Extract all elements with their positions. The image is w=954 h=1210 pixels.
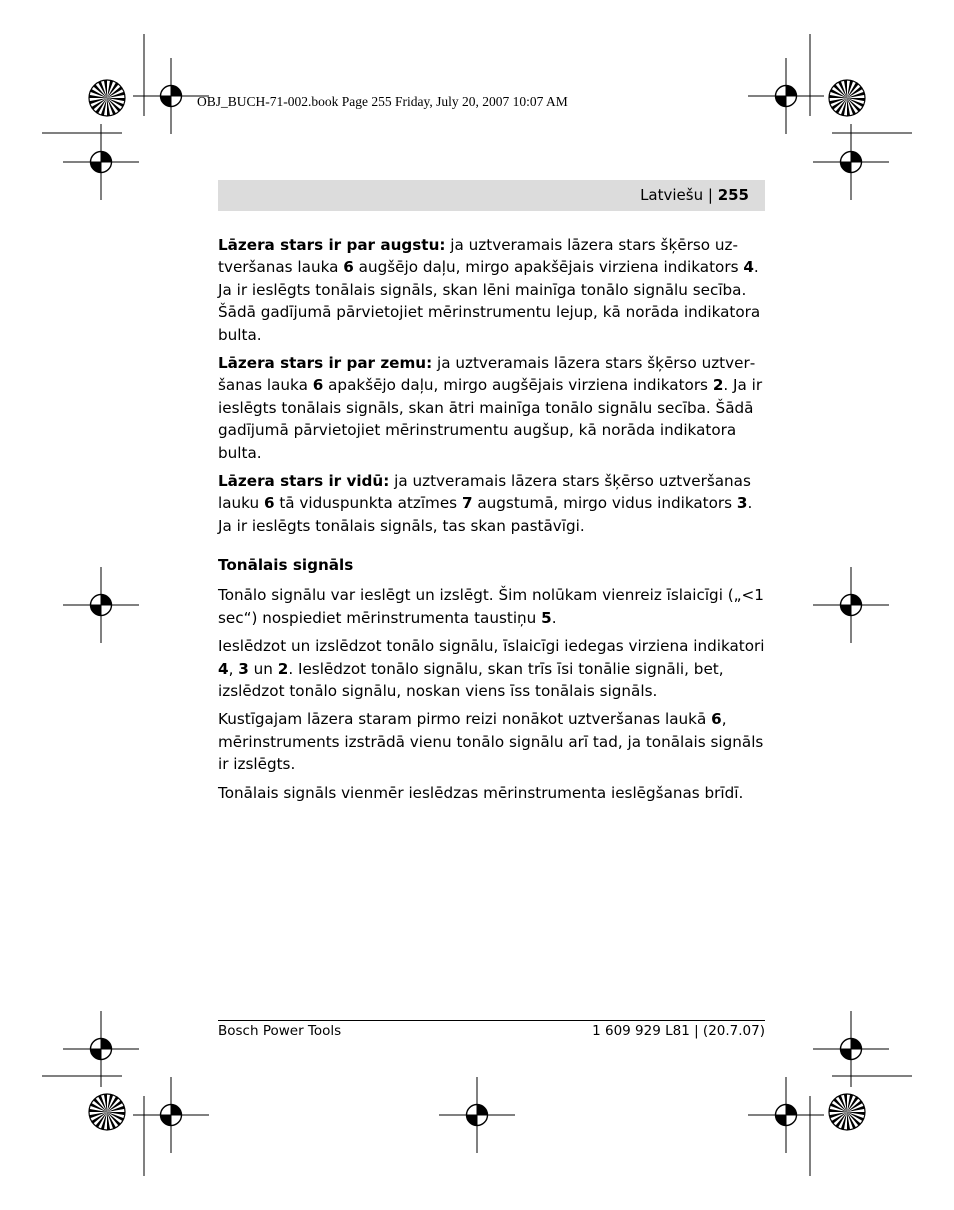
starburst-mark <box>829 1094 865 1130</box>
reference-number: 7 <box>461 494 473 513</box>
paragraph-text: Tonālo signālu var ieslēgt un izslēgt. Šim nolūkam vienreiz īslaicīgi („<1 sec“) nospiediet mērinstrumenta taustiņu <box>218 586 764 627</box>
paragraph-text: . <box>551 608 557 627</box>
reference-number: 2 <box>277 659 289 678</box>
reference-number: 5 <box>541 608 552 627</box>
crosshair-mark <box>813 567 889 643</box>
reference-number: 4 <box>218 659 229 678</box>
paragraph-text: augstumā, mirgo vidus indikators <box>472 494 737 513</box>
reference-number: 6 <box>263 494 275 513</box>
header-separator: | <box>703 186 718 204</box>
paragraph-text: tā viduspunkta atzīmes <box>274 494 462 513</box>
paragraph-text: . Ja ir ieslēgts tonālais signāls, tas skan pastāvīgi. <box>218 494 753 535</box>
reference-number: 6 <box>711 710 722 729</box>
footer-divider <box>218 1020 765 1021</box>
paragraph-text: . Ja ir ieslēgts tonālais signāls, skan lēni mainīga tonālo signālu secība. Šādā gadījumā pārvietojiet mērinstrumentu lejup, kā norāda indikatora bulta. <box>218 258 761 344</box>
reference-number: 6 <box>343 258 354 277</box>
page-header <box>218 180 765 211</box>
reference-number: 3 <box>238 659 249 678</box>
paragraph-lead: Lāzera stars ir vidū: <box>218 472 390 491</box>
footer-brand: Bosch Power Tools <box>218 1023 342 1039</box>
crosshair-mark <box>63 567 139 643</box>
reference-number: 3 <box>736 494 748 513</box>
reference-number: 4 <box>743 258 754 277</box>
paragraph-text: , <box>228 659 239 678</box>
paragraph-moving-beam <box>218 708 766 775</box>
crosshair-mark <box>813 124 889 200</box>
paragraph-text: apakšējo daļu, mirgo augšējais virziena indikators <box>323 376 713 395</box>
footer-doc-number: 1 609 929 L81 | (20.7.07) <box>592 1023 765 1039</box>
starburst-mark <box>89 1094 125 1130</box>
crosshair-mark <box>439 1077 515 1153</box>
paragraph-text: ja uztveramais lāzera stars šķērso uztveršanas lauka <box>218 236 738 277</box>
paragraph-text: Tonālais signāls vienmēr ieslēdzas mērinstrumenta ieslēgšanas brīdī. <box>218 783 744 802</box>
printer-slug-line: OBJ_BUCH-71-002.book Page 255 Friday, July 20, 2007 10:07 AM <box>197 94 568 109</box>
crosshair-mark <box>748 58 824 134</box>
section-heading: Tonālais signāls <box>218 556 354 575</box>
paragraph-text: Ieslēdzot un izslēdzot tonālo signālu, īslaicīgi iedegas virziena indikatori <box>218 637 765 656</box>
reference-number: 2 <box>712 376 724 395</box>
paragraph-laser-centered <box>218 470 766 537</box>
paragraph-signal-indicators <box>218 635 766 702</box>
reference-number: 6 <box>312 376 324 395</box>
paragraph-laser-too-high <box>218 234 766 346</box>
paragraph-text: . Ja ir ieslēgts tonālais signāls, skan ātri mainīga tonālo signālu secība. Šādā gadījumā pārvietojiet mērinstrumentu augšup, kā norāda indikatora bulta. <box>218 376 763 462</box>
paragraph-text: un <box>248 659 278 678</box>
crosshair-mark <box>748 1077 824 1153</box>
page-body <box>218 234 766 810</box>
paragraph-signal-default <box>218 782 766 804</box>
starburst-mark <box>829 80 865 116</box>
paragraph-signal-toggle <box>218 584 766 629</box>
paragraph-text: Kustīgajam lāzera staram pirmo reizi nonākot uztveršanas laukā <box>218 710 712 729</box>
paragraph-lead: Lāzera stars ir par zemu: <box>218 354 433 373</box>
starburst-mark <box>89 80 125 116</box>
paragraph-text: . Ieslēdzot tonālo signālu, skan trīs īsi tonālie signāli, bet, izslēdzot tonālo signālu, noskan viens īss tonālais signāls. <box>218 659 724 700</box>
crosshair-mark <box>63 124 139 200</box>
paragraph-text: augšējo daļu, mirgo apakšējais virziena indikators <box>353 258 744 277</box>
header-text <box>640 186 749 204</box>
page-number: 255 <box>717 186 749 204</box>
paragraph-text: ja uztveramais lāzera stars šķērso uztveršanas lauka <box>218 354 756 395</box>
paragraph-lead: Lāzera stars ir par augstu: <box>218 236 446 254</box>
paragraph-text: , mērinstruments izstrādā vienu tonālo signālu arī tad, ja tonālais signāls ir izslēgts. <box>218 710 764 774</box>
paragraph-laser-too-low <box>218 352 766 464</box>
header-language: Latviešu <box>640 186 704 204</box>
paragraph-text: ja uztveramais lāzera stars šķērso uztveršanas lauku <box>218 472 751 513</box>
